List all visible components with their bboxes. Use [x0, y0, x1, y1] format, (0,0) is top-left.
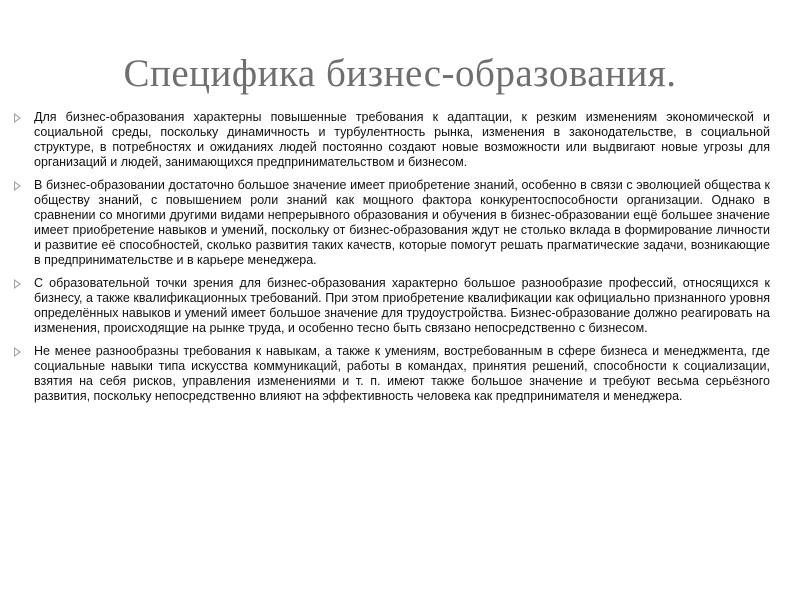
bullet-text: Не менее разнообразны требования к навыкам, а также к умениям, востребованным в сфере бизнеса и менеджмента, где социальные навыки типа искусства коммуникаций, работы в командах, принятия решений, способности к социализации, взятия на себя рисков, управления изменениями и т. п. имеют также большое значение и требуют весьма серьёзного развития, поскольку непосредственно влияют на эффективность человека как предпринимателя и менеджера.: [34, 344, 770, 403]
triangle-bullet-icon: [14, 347, 20, 356]
bullet-item: [10, 110, 770, 170]
bullet-item: [10, 178, 770, 268]
slide-body: [10, 110, 770, 412]
triangle-bullet-icon: [14, 181, 20, 190]
slide-title: Специфика бизнес-образования.: [123, 52, 677, 95]
triangle-bullet-icon: [14, 279, 20, 288]
bullet-item: [10, 344, 770, 404]
triangle-bullet-icon: [14, 113, 20, 122]
bullet-item: [10, 276, 770, 336]
bullet-text: С образовательной точки зрения для бизнес-образования характерно большое разнообразие профессий, относящихся к бизнесу, а также квалификационных требований. При этом приобретение квалификации как официально признанного уровня определённых навыков и умений имеет большое значение для трудоустройства. Бизнес-образование должно реагировать на изменения, происходящие на рынке труда, и особенно тесно быть связано непосредственно с бизнесом.: [34, 276, 770, 335]
bullet-text: В бизнес-образовании достаточно большое значение имеет приобретение знаний, особенно в связи с эволюцией общества к обществу знаний, с повышением роли знаний как мощного фактора конкурентоспособности организации. Однако в сравнении со многими другими видами непрерывного образования и обучения в бизнес-образовании ещё большее значение имеет приобретение навыков и умений, поскольку от бизнес-образования ждут не столько вклада в формирование личности и развитие её способностей, сколько развития таких качеств, которые помогут решать прагматические задачи, возникающие в предпринимательстве и в карьере менеджера.: [34, 178, 770, 267]
bullet-text: Для бизнес-образования характерны повышенные требования к адаптации, к резким изменениям экономической и социальной среды, поскольку динамичность и турбулентность рынка, изменения в законодательстве, в социальной структуре, в потребностях и ожиданиях людей постоянно создают новые возможности или выдвигают новые угрозы для организаций и людей, занимающихся предпринимательством и бизнесом.: [34, 110, 770, 169]
